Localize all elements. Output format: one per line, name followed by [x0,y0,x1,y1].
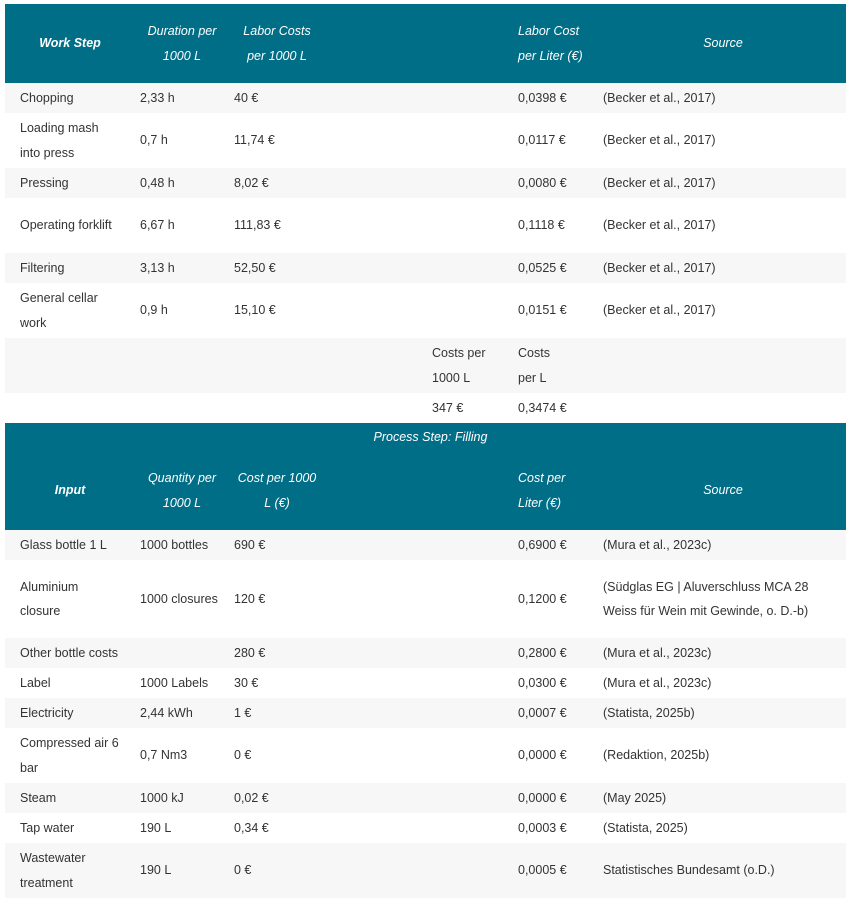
table-row [5,168,846,198]
cell-labor-cost: 8,02 € [229,168,325,198]
cell-per-liter: 0,0000 € [505,783,590,813]
cell-per-liter: 0,0151 € [505,283,590,338]
cell-per-liter: 0,0398 € [505,83,590,113]
cell-input: Other bottle costs [5,638,125,668]
costs-per-1000-label: Costs per 1000 L [417,338,505,393]
cell-source: (Statista, 2025b) [590,698,846,728]
cell-labor-cost: 15,10 € [229,283,325,338]
cell-source: (Becker et al., 2017) [590,283,846,338]
table-row [5,560,846,638]
cell-cost: 120 € [229,560,325,638]
table-row [5,813,846,843]
cell-per-liter: 0,0080 € [505,168,590,198]
cell-per-liter: 0,0007 € [505,698,590,728]
cell-duration: 6,67 h [125,198,229,253]
cell-source: (May 2025) [590,783,846,813]
cell-per-liter: 0,0003 € [505,813,590,843]
header-cost-per-liter: Cost per Liter (€) [505,451,590,530]
header-source: Source [590,451,846,530]
table-row [5,113,846,168]
process-step-band [5,423,846,451]
cell-work-step: Chopping [5,83,125,113]
cell-labor-cost: 11,74 € [229,113,325,168]
cell-cost: 1 € [229,698,325,728]
cost-table [5,4,846,898]
cell-cost: 30 € [229,668,325,698]
cell-per-liter: 0,0117 € [505,113,590,168]
table-row [5,283,846,338]
header-cost: Cost per 1000 L (€) [229,451,325,530]
table-row [5,843,846,898]
cell-source: (Südglas EG | Aluverschluss MCA 28 Weiss für Wein mit Gewinde, o. D.-b) [590,560,846,638]
cell-duration: 0,9 h [125,283,229,338]
table-row [5,530,846,560]
cell-labor-cost: 52,50 € [229,253,325,283]
costs-per-l-label: Costs per L [505,338,590,393]
cell-cost: 0,34 € [229,813,325,843]
cell-quantity: 2,44 kWh [125,698,229,728]
cell-per-liter: 0,1200 € [505,560,590,638]
cell-per-liter: 0,0000 € [505,728,590,783]
cell-duration: 0,48 h [125,168,229,198]
header-labor-cost-per-liter: Labor Cost per Liter (€) [505,4,590,83]
cell-labor-cost: 40 € [229,83,325,113]
cell-work-step: Operating forklift [5,198,125,253]
cell-per-liter: 0,6900 € [505,530,590,560]
cell-per-liter: 0,2800 € [505,638,590,668]
cell-input: Label [5,668,125,698]
cell-quantity: 190 L [125,843,229,898]
cell-source: (Becker et al., 2017) [590,83,846,113]
header-source: Source [590,4,846,83]
header-duration: Duration per 1000 L [125,4,229,83]
table-row [5,83,846,113]
cell-labor-cost: 111,83 € [229,198,325,253]
cell-input: Tap water [5,813,125,843]
cell-quantity: 1000 bottles [125,530,229,560]
cell-source: (Statista, 2025) [590,813,846,843]
cell-duration: 2,33 h [125,83,229,113]
table-row [5,783,846,813]
cell-cost: 0,02 € [229,783,325,813]
cell-input: Wastewater treatment [5,843,125,898]
table-row [5,638,846,668]
cell-source: Statistisches Bundesamt (o.D.) [590,843,846,898]
cell-per-liter: 0,0525 € [505,253,590,283]
cell-input: Compressed air 6 bar [5,728,125,783]
table-row [5,668,846,698]
cell-work-step: General cellar work [5,283,125,338]
input-header-row [5,451,846,530]
table-row [5,198,846,253]
cell-source: (Mura et al., 2023c) [590,530,846,560]
cell-quantity: 190 L [125,813,229,843]
cell-quantity: 1000 kJ [125,783,229,813]
cell-cost: 690 € [229,530,325,560]
cell-cost: 0 € [229,728,325,783]
totals-label-row [5,338,846,393]
costs-per-1000-value: 347 € [417,393,505,423]
cell-input: Steam [5,783,125,813]
header-quantity: Quantity per 1000 L [125,451,229,530]
cell-per-liter: 0,0300 € [505,668,590,698]
table-row [5,253,846,283]
cell-duration: 0,7 h [125,113,229,168]
cell-source: (Becker et al., 2017) [590,113,846,168]
cell-input: Glass bottle 1 L [5,530,125,560]
table-row [5,698,846,728]
cell-per-liter: 0,1118 € [505,198,590,253]
cell-work-step: Filtering [5,253,125,283]
cell-source: (Redaktion, 2025b) [590,728,846,783]
cell-cost: 280 € [229,638,325,668]
cell-source: (Becker et al., 2017) [590,168,846,198]
cell-duration: 3,13 h [125,253,229,283]
cell-quantity: 0,7 Nm3 [125,728,229,783]
cell-quantity: 1000 closures [125,560,229,638]
header-labor-costs: Labor Costs per 1000 L [229,4,325,83]
cell-source: (Becker et al., 2017) [590,253,846,283]
cell-input: Aluminium closure [5,560,125,638]
process-step-title: Process Step: Filling [5,423,846,451]
cell-work-step: Loading mash into press [5,113,125,168]
cell-source: (Mura et al., 2023c) [590,638,846,668]
table-row [5,728,846,783]
cell-quantity: 1000 Labels [125,668,229,698]
work-step-header-row [5,4,846,83]
totals-value-row [5,393,846,423]
header-input: Input [5,451,125,530]
costs-per-l-value: 0,3474 € [505,393,590,423]
cell-source: (Becker et al., 2017) [590,198,846,253]
cell-source: (Mura et al., 2023c) [590,668,846,698]
cell-quantity [125,638,229,668]
header-work-step: Work Step [5,4,125,83]
cell-per-liter: 0,0005 € [505,843,590,898]
cell-input: Electricity [5,698,125,728]
cell-cost: 0 € [229,843,325,898]
cell-work-step: Pressing [5,168,125,198]
